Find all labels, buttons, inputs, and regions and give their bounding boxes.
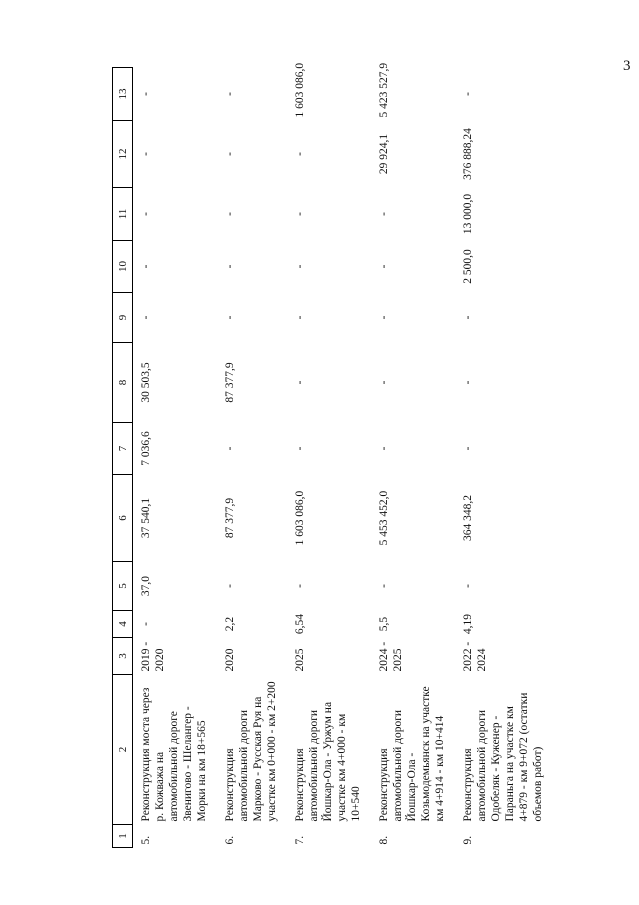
cell: 5 423 527,9 [378, 62, 391, 118]
cell: - [294, 264, 307, 269]
cell: 364 348,2 [462, 495, 475, 541]
table-row [455, 68, 553, 848]
header-cell: 4 [113, 611, 133, 638]
cell: - [462, 380, 475, 385]
cell: 37 540,1 [140, 497, 152, 539]
cell: - [294, 446, 307, 451]
cell: 29 924,1 [378, 133, 391, 175]
object-name: Реконструкция автомобильной дороги Йошкар-Ола - Уржум на участке км 4+000 - км 10+540 [294, 701, 363, 822]
cell: 87 377,9 [224, 497, 237, 539]
header-cell: 8 [113, 343, 133, 423]
cell: 2,2 [224, 616, 237, 632]
cell: - [294, 315, 307, 320]
cell: - [462, 315, 475, 320]
cell: - [378, 446, 391, 451]
years-cell: 2020 [224, 648, 237, 672]
cell: 30 503,5 [140, 362, 152, 403]
cell: - [140, 264, 152, 269]
rotated-table-wrapper [112, 62, 612, 848]
cell: - [140, 315, 152, 320]
header-cell: 2 [113, 675, 133, 825]
object-name: Реконструкция автомобильной дороги Йошкар-Ола - Козьмодемьянск на участке км 4+914 - км 10+414 [378, 686, 447, 822]
cell: 7 036,6 [140, 431, 152, 466]
cell: - [140, 92, 152, 96]
cell: 5 453 452,0 [378, 490, 391, 546]
cell: - [224, 212, 237, 216]
header-cell: 7 [113, 423, 133, 475]
cell: - [378, 315, 391, 320]
row-number: 7. [294, 835, 307, 845]
table-row [133, 68, 218, 848]
cell: - [462, 584, 475, 588]
cell: - [462, 446, 475, 451]
cell: - [224, 584, 237, 588]
header-cell: 5 [113, 562, 133, 611]
header-cell: 3 [113, 638, 133, 675]
years-cell: 2024 - 2025 [378, 641, 405, 672]
cell: - [294, 380, 307, 385]
row-number: 9. [462, 835, 475, 845]
cell: 4,19 [462, 613, 475, 635]
row-number: 5. [140, 835, 152, 845]
cell: 5,5 [378, 616, 391, 632]
header-cell: 6 [113, 475, 133, 562]
cell: 87 377,9 [224, 362, 237, 403]
cell: - [224, 92, 237, 96]
row-number: 8. [378, 835, 391, 845]
cell: 1 603 086,0 [294, 62, 307, 118]
years-cell: 2025 [294, 648, 307, 672]
cell: - [378, 264, 391, 269]
cell: - [224, 446, 237, 451]
cell: 13 000,0 [462, 193, 475, 235]
header-cell: 12 [113, 121, 133, 188]
cell: - [294, 152, 307, 156]
cell: - [294, 212, 307, 216]
object-name: Реконструкция автомобильной дороги Марково - Русская Руя на участке км 0+000 - км 2+200 [224, 681, 279, 822]
cell: - [224, 315, 237, 320]
header-cell: 9 [113, 293, 133, 343]
object-name: Реконструкция моста через р. Кожважа на автомобильной дороге Звенигово - Шелангер - Морки на км 18+565 [140, 687, 209, 822]
cell: 1 603 086,0 [294, 490, 307, 546]
years-cell: 2019 - 2020 [140, 641, 167, 672]
row-number: 6. [224, 835, 237, 845]
header-row [113, 68, 133, 848]
cell: 37,0 [140, 575, 152, 597]
years-cell: 2022 - 2024 [462, 641, 489, 672]
cell: - [224, 264, 237, 269]
cell: - [378, 584, 391, 588]
table-row [287, 68, 371, 848]
cell: 2 500,0 [462, 249, 475, 284]
header-cell: 1 [113, 825, 133, 848]
cell: - [140, 622, 152, 626]
cell: 376 888,24 [462, 128, 475, 180]
header-cell: 13 [113, 68, 133, 121]
cell: - [378, 212, 391, 216]
page-number: 3 [623, 58, 631, 74]
header-cell: 10 [113, 241, 133, 293]
cell: - [140, 212, 152, 216]
table-row [217, 68, 287, 848]
cell: - [462, 92, 475, 96]
cell: 6,54 [294, 613, 307, 635]
cell: - [224, 152, 237, 156]
table-row [371, 68, 455, 848]
cell: - [378, 380, 391, 385]
data-table [112, 62, 553, 848]
object-name: Реконструкция автомобильной дороги Одобеляк - Куженер - Параньга на участке км 4+879 - км 9+072 (остатки объемов работ) [462, 692, 545, 822]
cell: - [294, 584, 307, 588]
header-cell: 11 [113, 188, 133, 241]
cell: - [140, 152, 152, 156]
